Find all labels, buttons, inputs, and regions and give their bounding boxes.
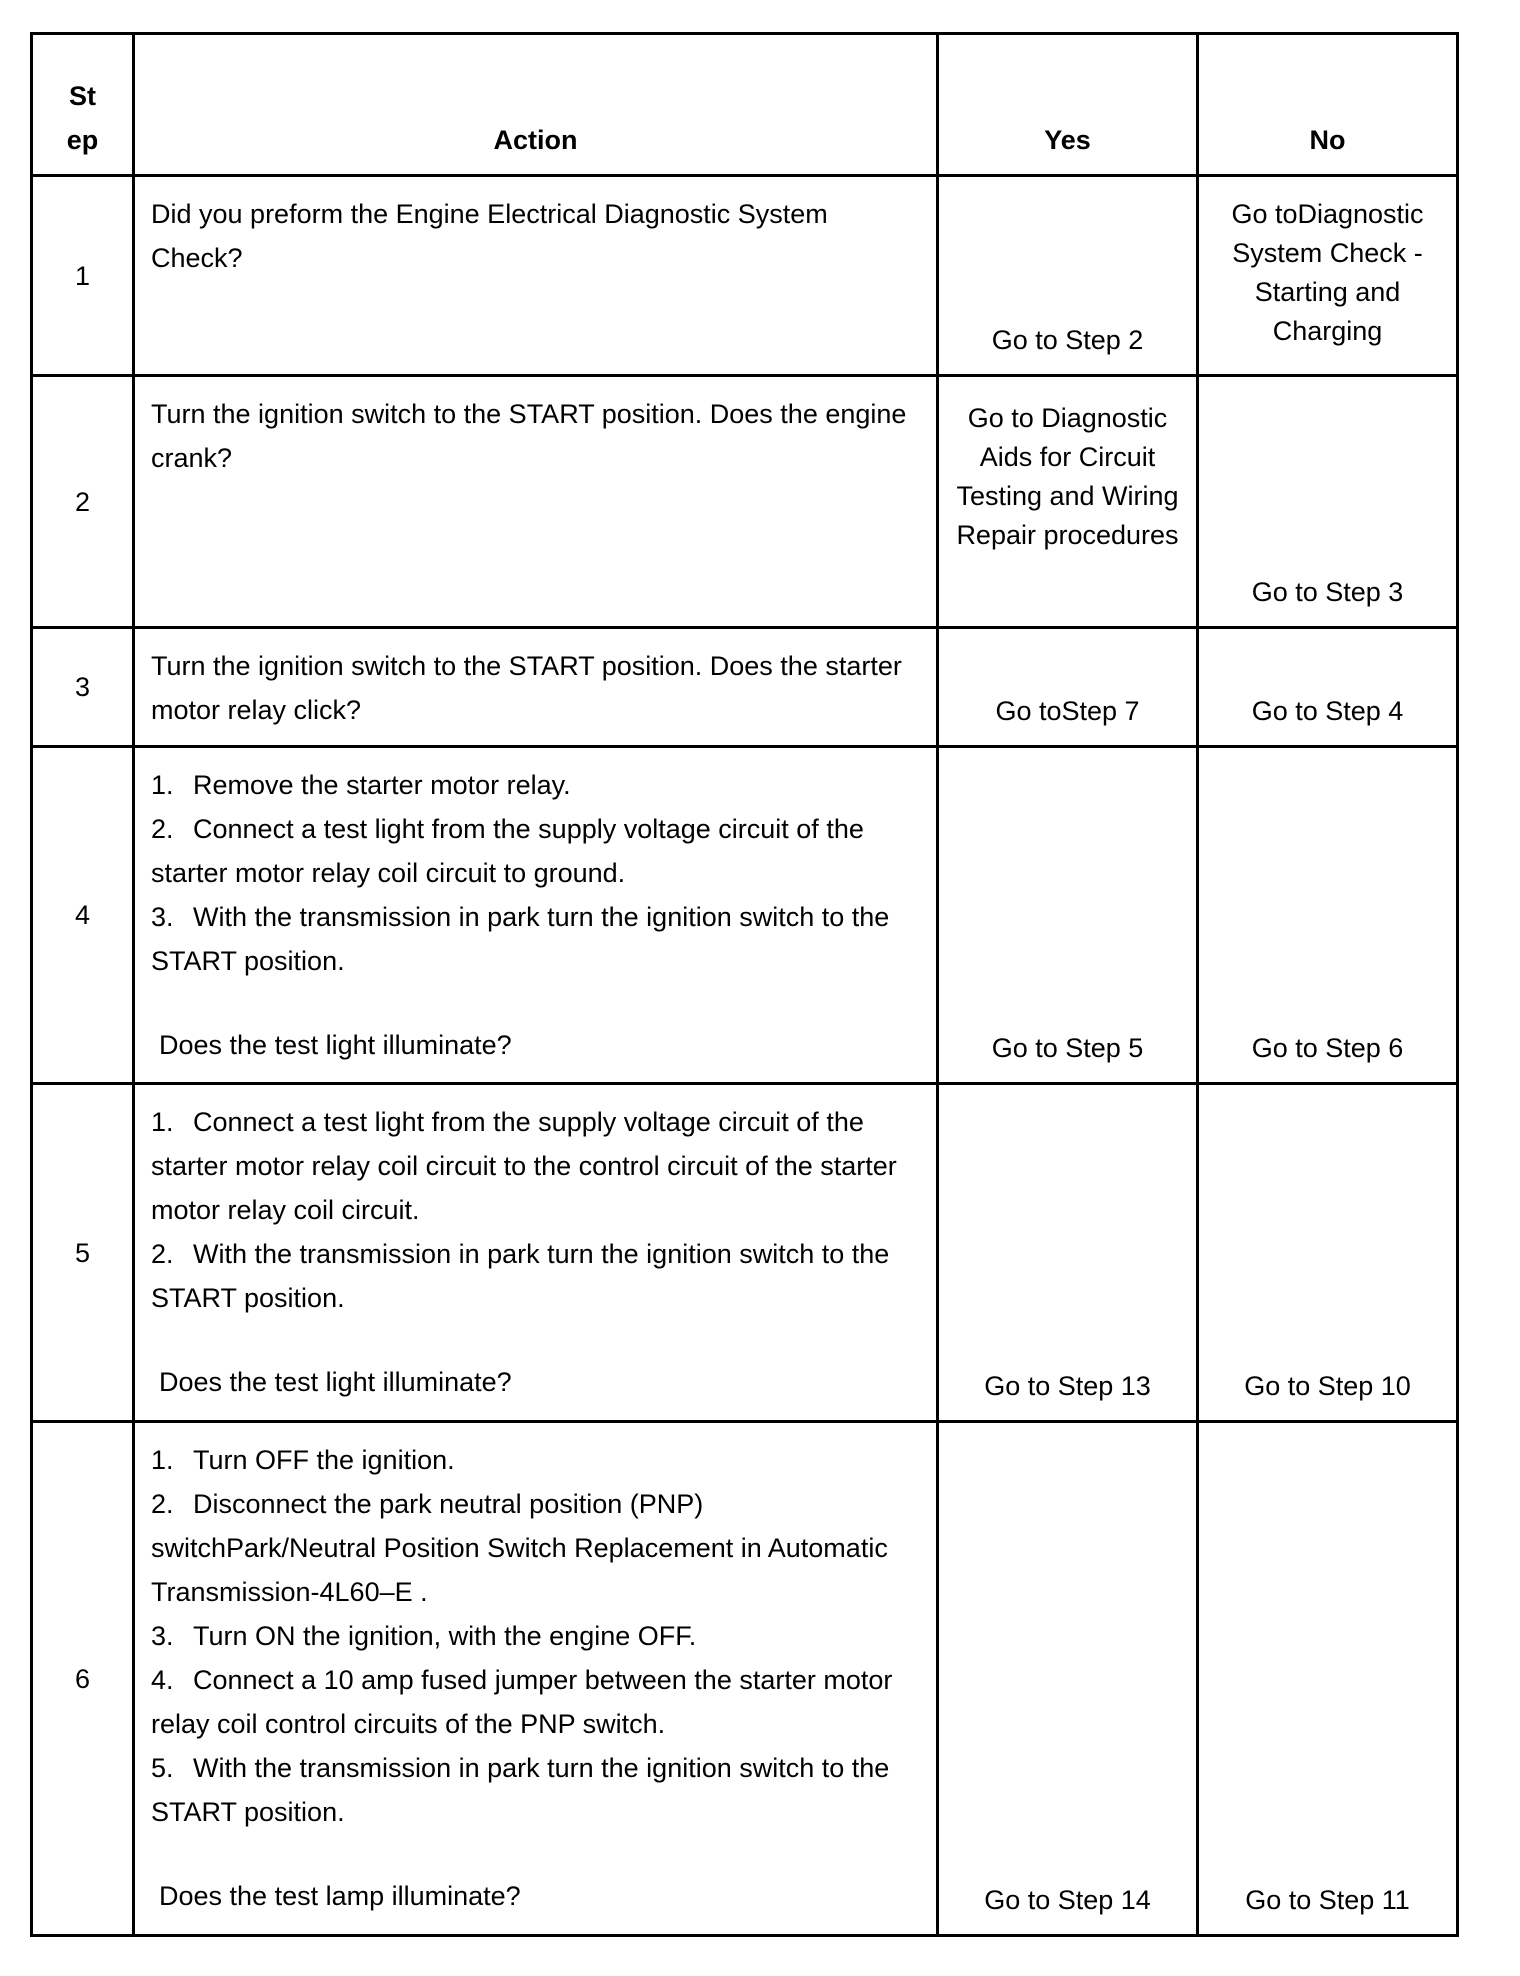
yes-result: Go to Step 5 [938,747,1198,1084]
header-step-line1: St [69,81,96,111]
action-item: 4. Connect a 10 amp fused jumper between the starter motor relay coil control circuits of the PNP switch. [151,1665,893,1739]
action-item: 1. Remove the starter motor relay. [151,770,571,800]
step-number: 1 [32,176,134,376]
yes-result: Go to Step 14 [938,1422,1198,1936]
table-row [32,1422,1458,1936]
no-result: Go to Step 11 [1198,1422,1458,1936]
step-number: 2 [32,376,134,628]
step-number: 3 [32,628,134,747]
action-question: Does the test light illuminate? [159,1030,512,1060]
action-text: Turn the ignition switch to the START position. Does the starter motor relay click? [134,628,938,747]
yes-result: Go to Step 2 [938,176,1198,376]
action-item: 1. Turn OFF the ignition. [151,1445,455,1475]
action-text [134,747,938,1084]
table-row [32,747,1458,1084]
no-result: Go toDiagnostic System Check - Starting and Charging [1198,176,1458,376]
no-result: Go to Step 3 [1198,376,1458,628]
yes-result: Go to Step 13 [938,1084,1198,1422]
step-number: 6 [32,1422,134,1936]
action-item: 1. Connect a test light from the supply voltage circuit of the starter motor relay coil circuit to the control circuit of the starter motor relay coil circuit. [151,1107,897,1225]
action-item: 3. With the transmission in park turn the ignition switch to the START position. [151,902,890,976]
action-item: 2. With the transmission in park turn the ignition switch to the START position. [151,1239,890,1313]
header-action: Action [134,34,938,176]
action-text [134,1422,938,1936]
yes-result: Go toStep 7 [938,628,1198,747]
header-step [32,34,134,176]
action-item: 3. Turn ON the ignition, with the engine OFF. [151,1621,697,1651]
step-number: 4 [32,747,134,1084]
no-result: Go to Step 10 [1198,1084,1458,1422]
no-result: Go to Step 4 [1198,628,1458,747]
header-yes: Yes [938,34,1198,176]
yes-result: Go to Diagnostic Aids for Circuit Testing and Wiring Repair procedures [938,376,1198,628]
action-question: Does the test light illuminate? [159,1367,512,1397]
action-question: Does the test lamp illuminate? [159,1881,521,1911]
action-text [134,1084,938,1422]
diagnostic-table [30,32,1459,1937]
table-row [32,376,1458,628]
action-text: Did you preform the Engine Electrical Diagnostic System Check? [134,176,938,376]
no-result: Go to Step 6 [1198,747,1458,1084]
action-item: 2. Disconnect the park neutral position (PNP) switchPark/Neutral Position Switch Replacement in Automatic Transmission-4L60–E . [151,1489,888,1607]
header-no: No [1198,34,1458,176]
action-item: 5. With the transmission in park turn the ignition switch to the START position. [151,1753,890,1827]
header-step-line2: ep [66,125,99,155]
step-number: 5 [32,1084,134,1422]
table-row [32,628,1458,747]
header-row [32,34,1458,176]
table-row [32,176,1458,376]
action-text: Turn the ignition switch to the START position. Does the engine crank? [134,376,938,628]
action-item: 2. Connect a test light from the supply voltage circuit of the starter motor relay coil circuit to ground. [151,814,864,888]
table-row [32,1084,1458,1422]
